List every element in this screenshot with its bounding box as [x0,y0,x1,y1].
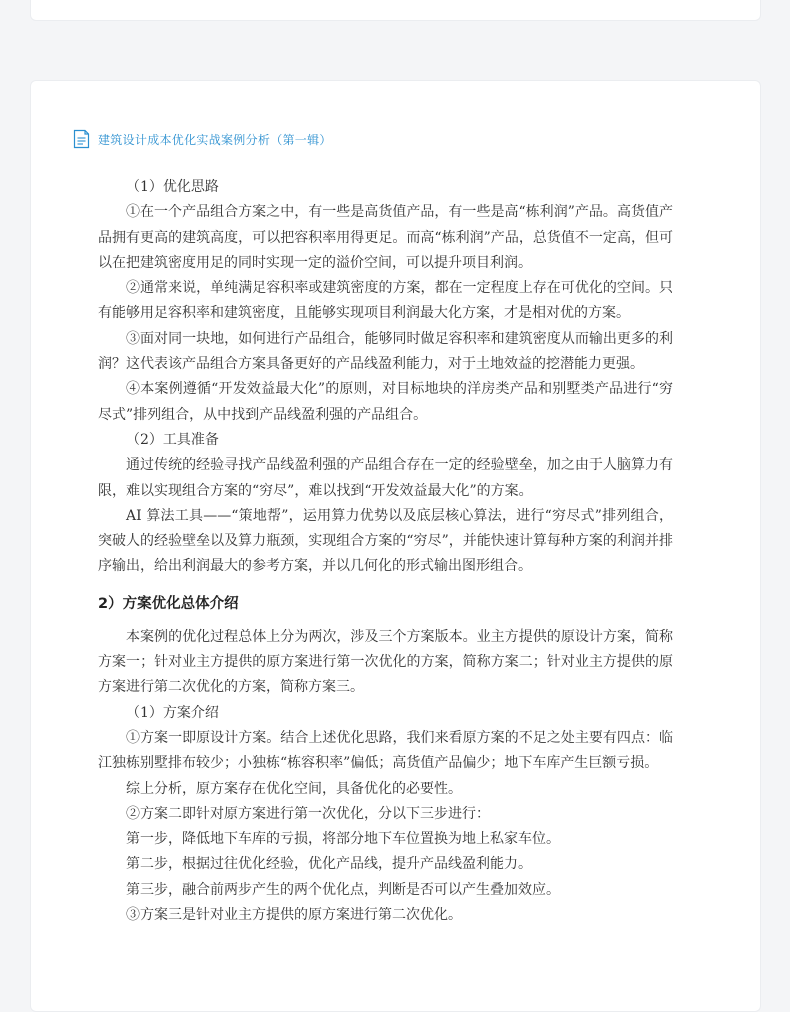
paragraph: AI 算法工具——“策地帮”，运用算力优势以及底层核心算法，进行“穷尽式”排列组合，突破人的经验壁垒以及算力瓶颈，实现组合方案的“穷尽”，并能快速计算每种方案的利润并排序输出，给出利润最大的参考方案，并以几何化的形式输出图形组合。 [98,507,673,575]
paragraph: ②通常来说，单纯满足容积率或建筑密度的方案，都在一定程度上存在可优化的空间。只有能够用足容积率和建筑密度，且能够实现项目利润最大化方案，才是相对优的方案。 [98,280,673,322]
subsection-title: （2）工具准备 [126,431,219,448]
paragraph: 第二步，根据过往优化经验，优化产品线，提升产品线盈利能力。 [126,856,532,873]
previous-page-card [30,0,761,21]
paragraph: ①在一个产品组合方案之中，有一些是高货值产品，有一些是高“栋利润”产品。高货值产品拥有更高的建筑高度，可以把容积率用得更足。而高“栋利润”产品，总货值不一定高，但可以在把建筑密度用足的同时实现一定的溢价空间，可以提升项目利润。 [98,204,673,271]
paragraph: ①方案一即原设计方案。结合上述优化思路，我们来看原方案的不足之处主要有四点：临江独栋别墅排布较少；小独栋“栋容积率”偏低；高货值产品偏少；地下车库产生巨额亏损。 [98,729,673,772]
book-title: 建筑设计成本优化实战案例分析（第一辑） [98,132,332,147]
document-icon [73,129,90,149]
paragraph: 综上分析，原方案存在优化空间，具备优化的必要性。 [126,780,462,797]
paragraph: 本案例的优化过程总体上分为两次，涉及三个方案版本。业主方提供的原设计方案，简称方案一；针对业主方提供的原方案进行第一次优化的方案，简称方案二；针对业主方提供的原方案进行第二次优化的方案，简称方案三。 [98,628,673,696]
subsection-title: （1）优化思路 [126,179,219,195]
subsection-title: （1）方案介绍 [126,704,219,721]
paragraph: ④本案例遵循“开发效益最大化”的原则，对目标地块的洋房类产品和别墅类产品进行“穷尽式”排列组合，从中找到产品线盈利强的产品组合。 [98,381,673,423]
paragraph: ③方案三是针对业主方提供的原方案进行第二次优化。 [126,907,462,924]
paragraph: ②方案二即针对原方案进行第一次优化，分以下三步进行： [126,805,490,822]
book-header [73,128,332,150]
paragraph: 通过传统的经验寻找产品线盈利强的产品组合存在一定的经验壁垒，加之由于人脑算力有限，难以实现组合方案的“穷尽”，难以找到“开发效益最大化”的方案。 [98,457,673,499]
section-heading: 2）方案优化总体介绍 [98,595,239,612]
page-content [98,175,673,928]
paragraph: ③面对同一块地，如何进行产品组合，能够同时做足容积率和建筑密度从而输出更多的利润？这代表该产品组合方案具备更好的产品线盈利能力，对于土地效益的挖潜能力更强。 [98,330,673,373]
paragraph: 第三步，融合前两步产生的两个优化点，判断是否可以产生叠加效应。 [126,881,560,898]
paragraph: 第一步，降低地下车库的亏损，将部分地下车位置换为地上私家车位。 [126,831,560,848]
